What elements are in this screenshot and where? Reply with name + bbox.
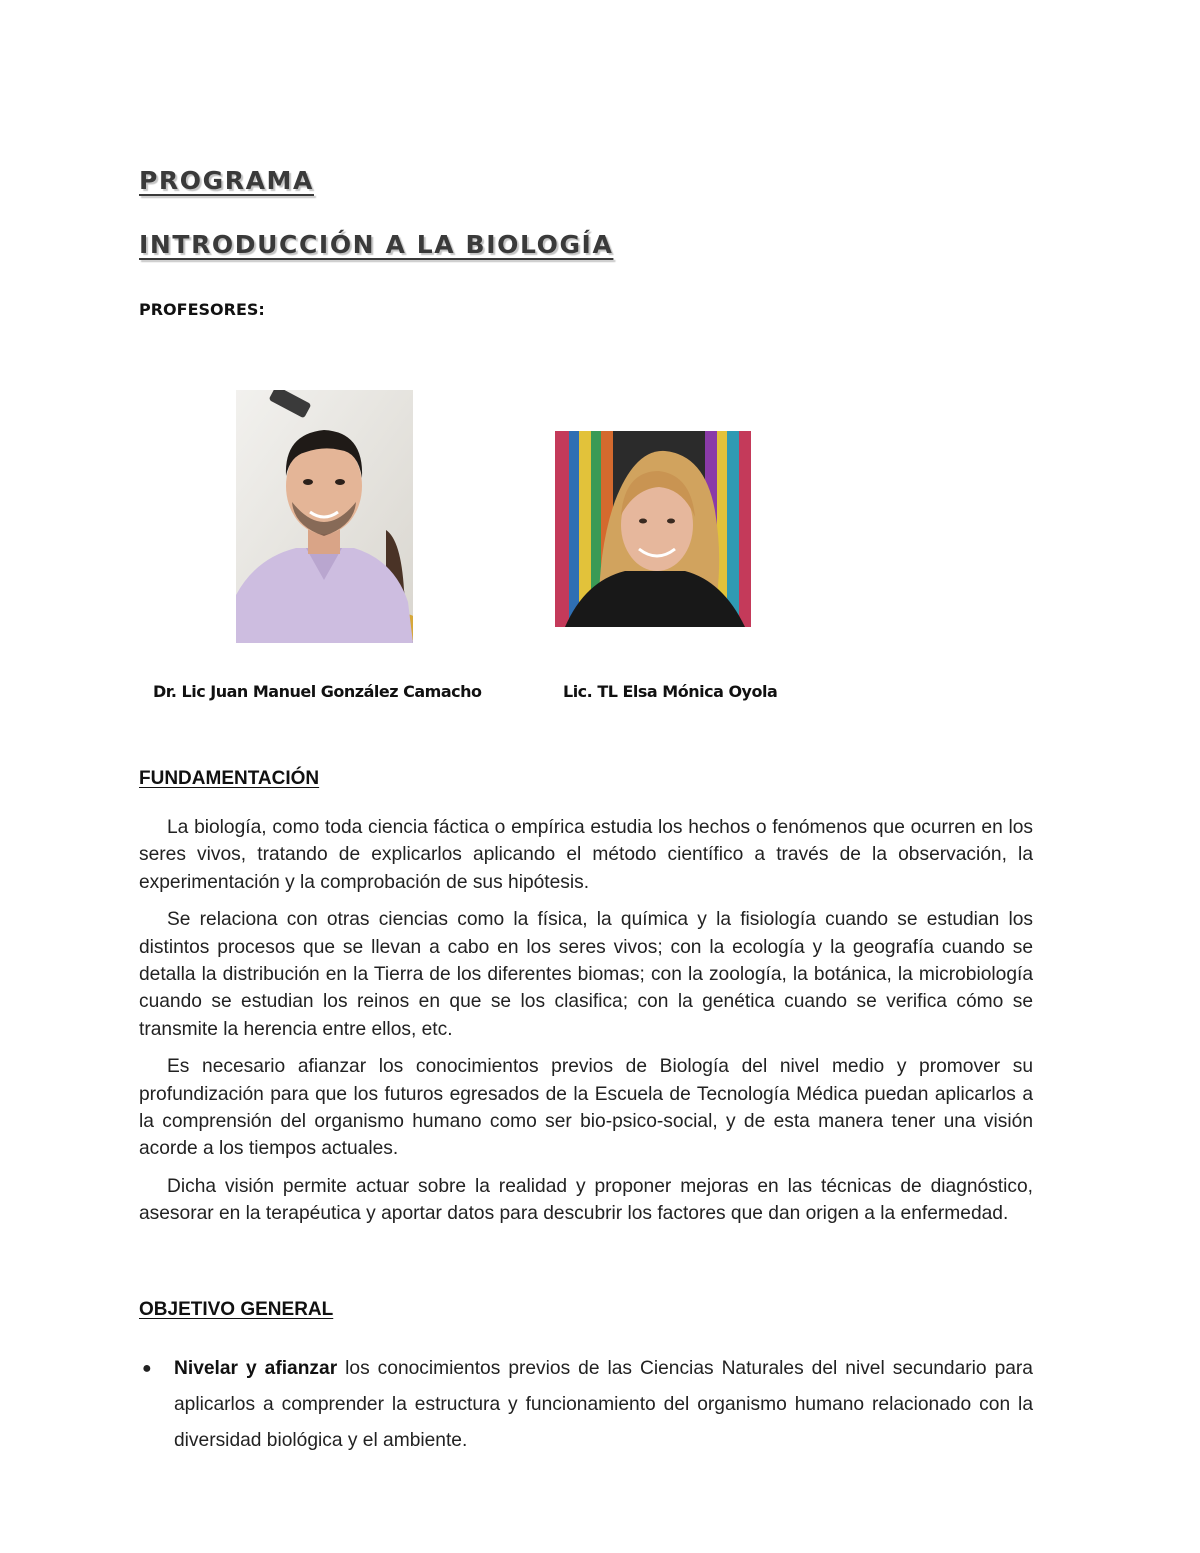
- paragraph: Dicha visión permite actuar sobre la realidad y proponer mejoras en las técnicas de diagnóstico, asesorar en la terapéutica y aportar datos para descubrir los factores que dan origen a la enfermedad.: [139, 1176, 1033, 1225]
- page-title: PROGRAMA: [139, 166, 314, 195]
- fundamentacion-heading: FUNDAMENTACIÓN: [139, 768, 320, 789]
- objective-text: los conocimientos previos de las Ciencias Naturales del nivel secundario para aplicarlos a comprender la estructura y funcionamiento del organismo humano relacionado con la diversidad biológica y el ambiente.: [174, 1358, 1033, 1451]
- professor-photo-2: [555, 431, 751, 627]
- professors-label: PROFESORES:: [139, 300, 265, 319]
- objectives-list: [139, 1351, 1033, 1459]
- objective-bold-text: Nivelar y afianzar: [174, 1358, 338, 1379]
- course-title: INTRODUCCIÓN A LA BIOLOGÍA: [139, 230, 614, 259]
- professor-name-1: Dr. Lic Juan Manuel González Camacho: [153, 682, 482, 701]
- objetivo-general-heading: OBJETIVO GENERAL: [139, 1299, 334, 1320]
- professor-name-2: Lic. TL Elsa Mónica Oyola: [563, 682, 778, 701]
- list-item: [139, 1351, 1033, 1459]
- paragraph: La biología, como toda ciencia fáctica o empírica estudia los hechos o fenómenos que ocurren en los seres vivos, tratando de explicarlos aplicando el método científico a través de la observación, la experimentación y la comprobación de sus hipótesis.: [139, 817, 1033, 893]
- paragraph: Es necesario afianzar los conocimientos previos de Biología del nivel medio y promover su profundización para que los futuros egresados de la Escuela de Tecnología Médica puedan aplicarlos a la comprensión del organismo humano como ser bio-psico-social, y de esta manera tener una visión acorde a los tiempos actuales.: [139, 1056, 1033, 1160]
- paragraph: Se relaciona con otras ciencias como la física, la química y la fisiología cuando se estudian los distintos procesos que se llevan a cabo en los seres vivos; con la ecología y la geografía cuando se detalla la distribución en la Tierra de los diferentes biomas; con la zoología, la botánica, la microbiología cuando se estudian los reinos en que se los clasifica; con la genética cuando se verifica cómo se transmite la herencia entre ellos, etc.: [139, 909, 1033, 1040]
- bullet-icon: ●: [142, 1360, 152, 1377]
- professor-photo-1: [236, 390, 413, 643]
- fundamentacion-body: [139, 814, 1033, 1238]
